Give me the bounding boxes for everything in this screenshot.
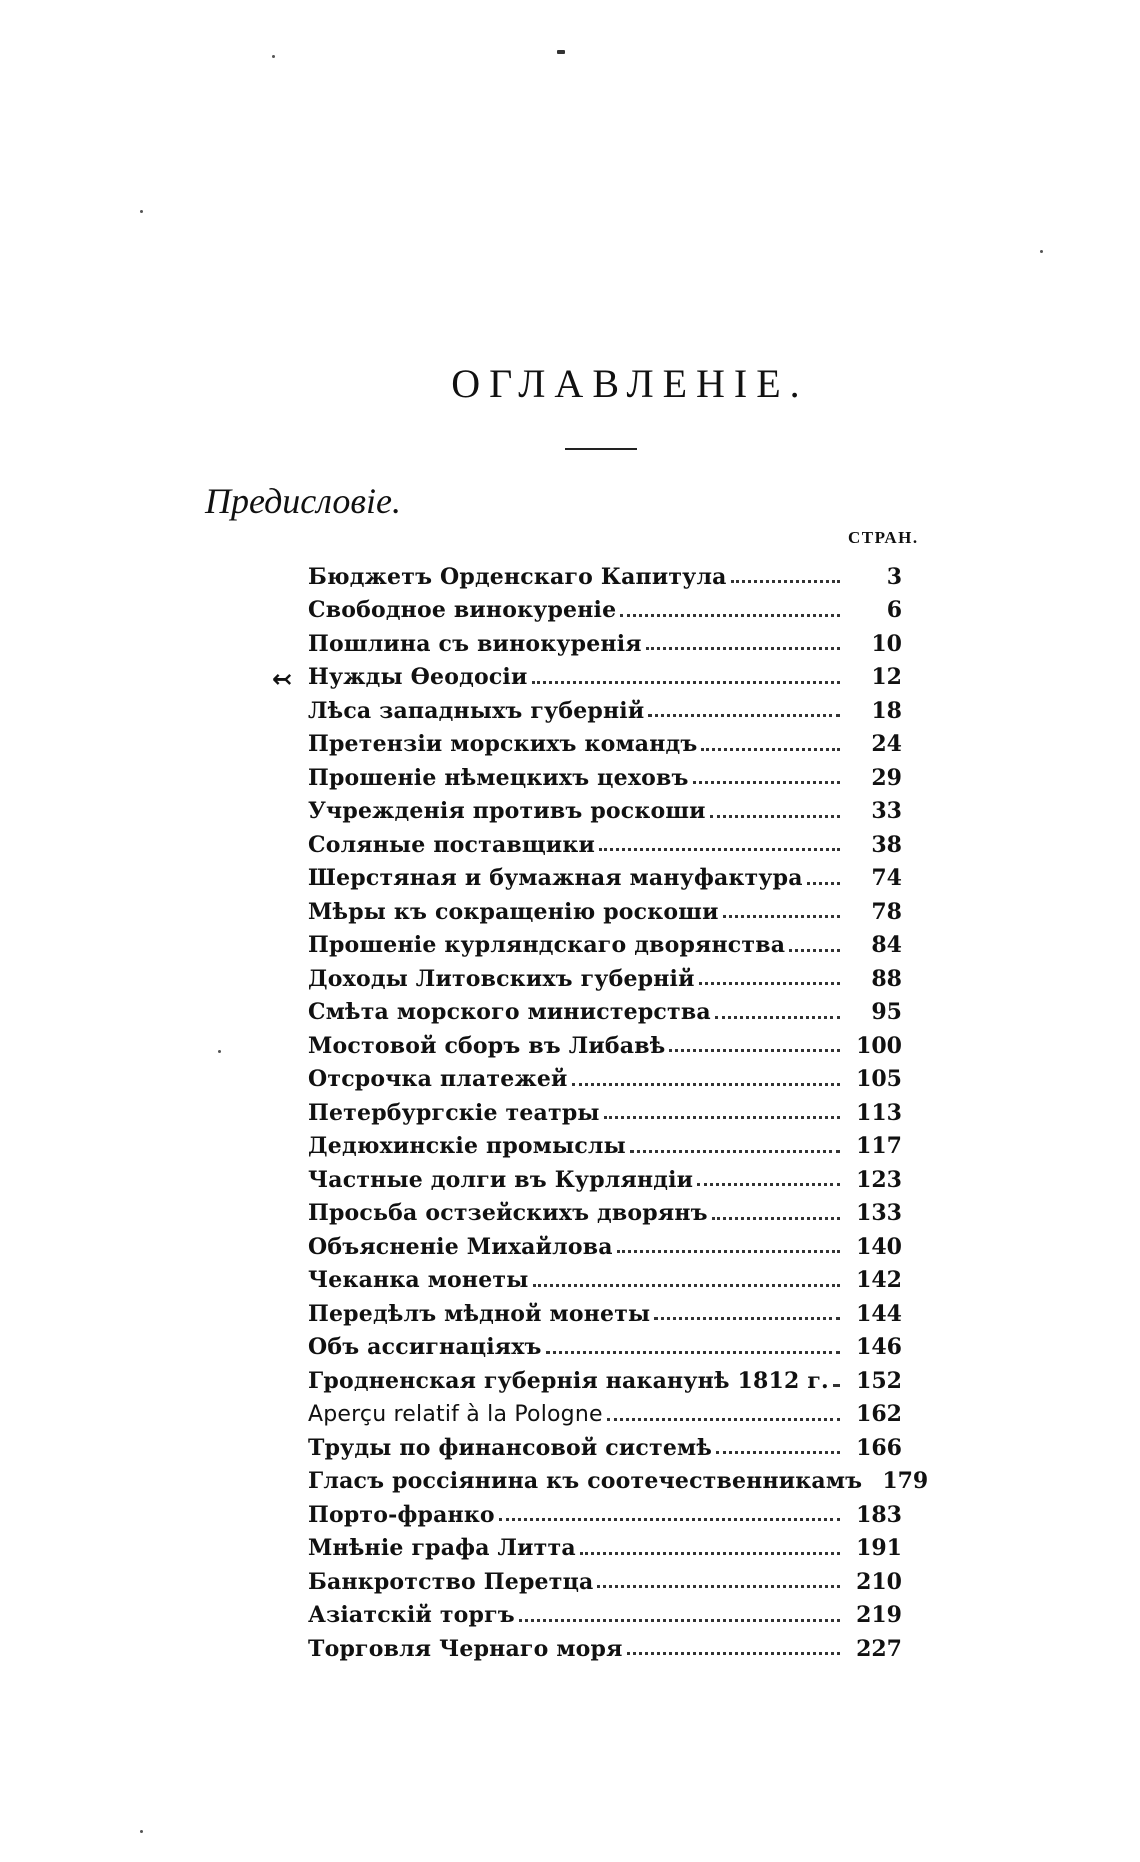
dot-leader bbox=[715, 994, 840, 1019]
dot-leader bbox=[607, 1396, 840, 1421]
toc-entry bbox=[308, 1163, 902, 1197]
toc-entry bbox=[308, 828, 902, 862]
toc-entry-page: 191 bbox=[856, 1535, 902, 1562]
dot-leader bbox=[580, 1530, 840, 1555]
toc-entry bbox=[308, 862, 902, 896]
toc-entry-title: Свободное винокуреніе bbox=[308, 597, 617, 624]
toc-entry bbox=[308, 1297, 902, 1331]
toc-entry-title: Объ ассигнаціяхъ bbox=[308, 1334, 542, 1361]
toc-entry-page: 162 bbox=[856, 1401, 902, 1428]
toc-entry-page: 146 bbox=[856, 1334, 902, 1361]
hand-drawn-arrow-icon: ↢ bbox=[272, 664, 293, 693]
dot-leader bbox=[627, 1630, 840, 1655]
toc-entry-page: 12 bbox=[871, 664, 902, 691]
scan-speck bbox=[557, 50, 565, 54]
toc-entry bbox=[308, 1398, 902, 1432]
toc-entry-title: Азіатскій торгъ bbox=[308, 1602, 515, 1629]
toc-entry-page: 84 bbox=[871, 932, 902, 959]
dot-leader bbox=[669, 1027, 840, 1052]
toc-entry-title: Лѣса западныхъ губерній bbox=[308, 697, 645, 724]
toc-entry bbox=[308, 1632, 902, 1666]
toc-entry-page: 113 bbox=[856, 1099, 902, 1126]
table-of-contents bbox=[272, 560, 929, 1666]
toc-entry bbox=[308, 962, 902, 996]
toc-entry bbox=[308, 1063, 902, 1097]
toc-entry bbox=[308, 1565, 902, 1599]
dot-leader bbox=[597, 1563, 840, 1588]
toc-entry-page: 123 bbox=[856, 1166, 902, 1193]
toc-entry-title: Прошеніе курляндскаго дворянства bbox=[308, 932, 786, 959]
dot-leader bbox=[599, 826, 840, 851]
toc-entry-page: 10 bbox=[871, 630, 902, 657]
dot-leader bbox=[617, 1228, 840, 1253]
toc-entry-page: 133 bbox=[856, 1200, 902, 1227]
toc-entry-title: Торговля Чернаго моря bbox=[308, 1635, 623, 1662]
toc-entry-title: Учрежденія противъ роскоши bbox=[308, 798, 706, 825]
dot-leader bbox=[807, 860, 840, 885]
toc-entry-page: 179 bbox=[882, 1468, 929, 1495]
page-title: ОГЛАВЛЕНІЕ. bbox=[451, 361, 809, 406]
scan-speck bbox=[140, 210, 143, 213]
toc-entry bbox=[308, 895, 902, 929]
toc-entry-title: Труды по финансовой системѣ bbox=[308, 1434, 712, 1461]
toc-entry bbox=[308, 1197, 902, 1231]
scan-speck bbox=[140, 1830, 143, 1833]
page-column-label: СТРАН. bbox=[848, 528, 919, 547]
toc-entry-title: Прошеніе нѣмецкихъ цеховъ bbox=[308, 764, 689, 791]
toc-entry-title: Чеканка монеты bbox=[308, 1267, 529, 1294]
toc-entry bbox=[308, 1264, 902, 1298]
dot-leader bbox=[572, 1061, 840, 1086]
toc-entry-page: 29 bbox=[871, 764, 902, 791]
dot-leader bbox=[789, 927, 840, 952]
preface-heading: Предисловіе. bbox=[205, 481, 402, 521]
toc-entry-title: Шерстяная и бумажная мануфактура bbox=[308, 865, 803, 892]
toc-entry-page: 33 bbox=[871, 798, 902, 825]
toc-entry bbox=[308, 1532, 902, 1566]
scan-speck bbox=[1040, 250, 1043, 253]
toc-entry bbox=[308, 1364, 902, 1398]
dot-leader bbox=[620, 592, 840, 617]
toc-entry bbox=[308, 1465, 929, 1499]
toc-entry bbox=[308, 1498, 902, 1532]
toc-entry-title: Мнѣніе графа Литта bbox=[308, 1535, 576, 1562]
toc-entry-page: 142 bbox=[856, 1267, 902, 1294]
toc-entry-page: 219 bbox=[856, 1602, 902, 1629]
toc-entry-page: 183 bbox=[856, 1501, 902, 1528]
toc-entry-page: 117 bbox=[856, 1133, 902, 1160]
dot-leader bbox=[646, 625, 840, 650]
toc-entry bbox=[308, 761, 902, 795]
dot-leader bbox=[723, 893, 840, 918]
toc-entry-title: Гродненская губернія наканунѣ 1812 г. bbox=[308, 1367, 829, 1394]
toc-entry-title: Банкротство Перетца bbox=[308, 1568, 594, 1595]
toc-entry-title: Гласъ россіянина къ соотечественникамъ bbox=[308, 1468, 863, 1495]
dot-leader bbox=[693, 759, 840, 784]
dot-leader bbox=[532, 659, 840, 684]
dot-leader bbox=[546, 1329, 840, 1354]
toc-entry-page: 24 bbox=[871, 731, 902, 758]
toc-entry-page: 105 bbox=[856, 1066, 902, 1093]
toc-entry-title: Смѣта морского министерства bbox=[308, 999, 711, 1026]
toc-entry-title: Претензіи морскихъ командъ bbox=[308, 731, 698, 758]
dot-leader bbox=[533, 1262, 840, 1287]
toc-entry bbox=[308, 694, 902, 728]
toc-entry-title: Передѣлъ мѣдной монеты bbox=[308, 1300, 651, 1327]
dot-leader bbox=[519, 1597, 840, 1622]
toc-entry bbox=[308, 627, 902, 661]
toc-entry bbox=[308, 1599, 902, 1633]
toc-entry-title: Бюджетъ Орденскаго Капитула bbox=[308, 563, 727, 590]
title-divider bbox=[565, 448, 637, 450]
toc-entry-page: 3 bbox=[886, 563, 902, 590]
toc-entry bbox=[308, 560, 902, 594]
dot-leader bbox=[710, 793, 840, 818]
toc-entry-title: Дедюхинскіе промыслы bbox=[308, 1133, 626, 1160]
dot-leader bbox=[716, 1429, 840, 1454]
dot-leader bbox=[701, 726, 840, 751]
toc-entry-title: Пошлина съ винокуренія bbox=[308, 630, 642, 657]
toc-entry-title: Просьба остзейскихъ дворянъ bbox=[308, 1200, 708, 1227]
toc-entry-page: 95 bbox=[871, 999, 902, 1026]
toc-entry bbox=[308, 1130, 902, 1164]
toc-entry-title: Отсрочка платежей bbox=[308, 1066, 568, 1093]
toc-entry-page: 140 bbox=[856, 1233, 902, 1260]
toc-entry-title: Частные долги въ Курляндіи bbox=[308, 1166, 694, 1193]
dot-leader bbox=[712, 1195, 840, 1220]
toc-entry-title: Мостовой сборъ въ Либавѣ bbox=[308, 1032, 666, 1059]
dot-leader bbox=[697, 1161, 840, 1186]
dot-leader bbox=[604, 1094, 840, 1119]
toc-entry-page: 152 bbox=[856, 1367, 902, 1394]
toc-entry-page: 166 bbox=[856, 1434, 902, 1461]
toc-entry bbox=[308, 728, 902, 762]
toc-entry-page: 100 bbox=[856, 1032, 902, 1059]
toc-entry bbox=[308, 795, 902, 829]
toc-entry-title: Объясненіе Михайлова bbox=[308, 1233, 613, 1260]
toc-entry bbox=[308, 1029, 902, 1063]
toc-entry-title: Петербургскіе театры bbox=[308, 1099, 600, 1126]
toc-entry-page: 88 bbox=[871, 965, 902, 992]
toc-entry-page: 74 bbox=[871, 865, 902, 892]
scan-speck bbox=[218, 1050, 221, 1053]
toc-entry-title: Мѣры къ сокращенію роскоши bbox=[308, 898, 719, 925]
toc-entry-page: 38 bbox=[871, 831, 902, 858]
toc-entry-page: 210 bbox=[856, 1568, 902, 1595]
toc-entry bbox=[308, 996, 902, 1030]
toc-entry-title: Нужды Ѳеодосіи bbox=[308, 664, 528, 691]
toc-entry-title: Порто-франко bbox=[308, 1501, 495, 1528]
toc-entry-title: Aperçu relatif à la Pologne bbox=[308, 1401, 603, 1427]
toc-entry-page: 144 bbox=[856, 1300, 902, 1327]
dot-leader bbox=[630, 1128, 840, 1153]
toc-entry bbox=[308, 929, 902, 963]
scan-speck bbox=[272, 55, 275, 58]
toc-entry-page: 78 bbox=[871, 898, 902, 925]
toc-entry bbox=[308, 1096, 902, 1130]
toc-entry-page: 18 bbox=[871, 697, 902, 724]
dot-leader bbox=[654, 1295, 840, 1320]
toc-entry-page: 6 bbox=[886, 597, 902, 624]
dot-leader bbox=[731, 558, 840, 583]
toc-entry-page: 227 bbox=[856, 1635, 902, 1662]
dot-leader bbox=[833, 1362, 840, 1387]
dot-leader bbox=[648, 692, 840, 717]
toc-entry bbox=[308, 1230, 902, 1264]
toc-entry bbox=[308, 1431, 902, 1465]
toc-entry bbox=[308, 1331, 902, 1365]
dot-leader bbox=[499, 1496, 840, 1521]
toc-entry bbox=[308, 594, 902, 628]
dot-leader bbox=[699, 960, 840, 985]
toc-entry bbox=[272, 661, 902, 695]
toc-entry-title: Соляные поставщики bbox=[308, 831, 596, 858]
toc-entry-title: Доходы Литовскихъ губерній bbox=[308, 965, 695, 992]
